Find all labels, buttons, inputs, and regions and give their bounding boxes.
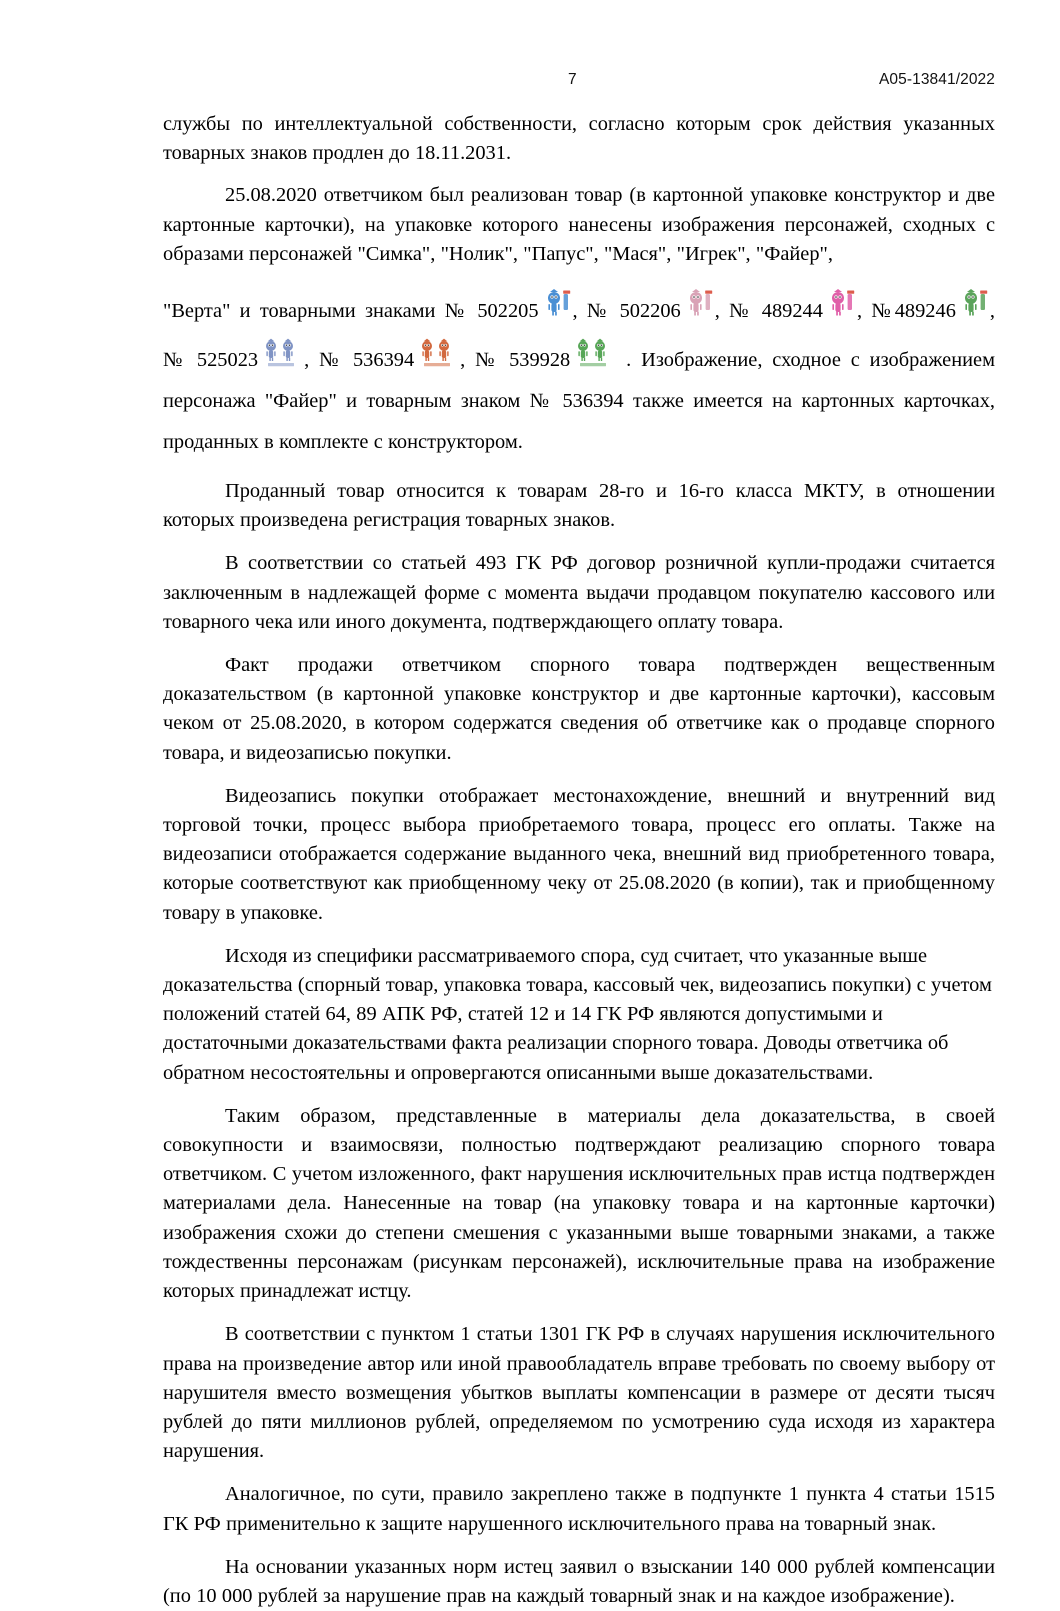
- paragraph-article-493: В соответствии со статьей 493 ГК РФ договор розничной купли-продажи считается заключенным в надлежащей форме с момента выдачи продавцом покупателю кассового или товарного чека или иного документа, подтверждающего оплату товара.: [163, 552, 995, 633]
- page-number: 7: [568, 71, 577, 88]
- paragraph-goods-class: Проданный товар относится к товарам 28-го и 16-го класса МКТУ, в отношении которых произведена регистрация товарных знаков.: [163, 480, 995, 532]
- trademark-tail-text: . Изображение, сходное с изображением персонажа "Файер" и товарным знаком № 536394 также имеется на картонных карточках, проданных в комплекте с конструктором.: [163, 349, 995, 454]
- trademark-entry: [475, 349, 616, 371]
- trademark-number: № 525023: [163, 349, 259, 372]
- trademark-number: № 502205: [444, 300, 539, 323]
- trademark-entry: [871, 300, 990, 322]
- paragraph-trademarks: [163, 283, 995, 463]
- trademark-number: № 536394: [319, 349, 415, 372]
- trademark-number: № 489244: [729, 300, 823, 323]
- running-header: [163, 68, 995, 92]
- trademark-entry: [587, 300, 715, 322]
- trademark-number: № 502206: [586, 300, 681, 323]
- paragraph-video-record: Видеозапись покупки отображает местонахождение, внешний и внутренний вид торговой точки, процесс выбора приобретаемого товара, процесс его оплаты. Также на видеозаписи отображается содержание выданного чека, внешний вид приобретенного товара, которые соответствуют как приобщенному чеку от 25.08.2020 (в копии), так и приобщенному товару в упаковке.: [163, 784, 995, 924]
- paragraph-conclusion: Таким образом, представленные в материалы дела доказательства, в своей совокупности и взаимосвязи, полностью подтверждают реализацию спорного товара ответчиком. С учетом изложенного, факт нарушения исключительных прав истца подтвержден материалами дела. Нанесенные на товар (на упаковку товара и на картонные карточки) изображения схожи до степени смешения с указанными выше товарными знаками, а также тождественны персонажам (рисункам персонажей), исключительные права на изображение которых принадлежат истцу.: [163, 1104, 995, 1303]
- trademark-separator: ,: [460, 349, 476, 372]
- paragraph-claim-amount: На основании указанных норм истец заявил о взыскании 140 000 рублей компенсации (по 10 000 рублей за нарушение прав на каждый товарный знак и на каждое изображение).: [163, 1555, 995, 1607]
- character-pair-blue-icon: [263, 332, 303, 366]
- case-number: A05-13841/2022: [878, 71, 995, 88]
- trademark-lead-text: "Верта" и товарными знаками: [163, 300, 445, 323]
- trademark-separator: ,: [714, 300, 730, 323]
- paragraph-sale: 25.08.2020 ответчиком был реализован товар (в картонной упаковке конструктор и две картонные карточки), на упаковке которого нанесены изображения персонажей, сходных с образами персонажей "Симка", "Нолик", "Папус", "Мася", "Игрек", "Файер",: [163, 184, 995, 265]
- trademark-entry: [729, 300, 857, 322]
- document-body: [163, 110, 995, 1611]
- character-simka-icon: [686, 283, 714, 317]
- trademark-number: №489246: [871, 300, 956, 323]
- trademark-separator: ,: [572, 300, 587, 323]
- trademark-entry: [319, 349, 460, 371]
- trademark-separator: ,: [856, 300, 872, 323]
- character-pair-orange-icon: [419, 332, 459, 366]
- paragraph-article-1515: Аналогичное, по сути, правило закреплено также в подпункте 1 пункта 4 статьи 1515 ГК РФ применительно к защите нарушенного исключительного права на товарный знак.: [163, 1483, 995, 1535]
- character-papus-icon: [961, 283, 989, 317]
- trademark-entry: [163, 349, 304, 371]
- character-masya-icon: [828, 283, 856, 317]
- character-nolik-icon: [544, 283, 572, 317]
- trademark-separator: ,: [989, 300, 996, 323]
- trademark-separator: ,: [304, 349, 320, 372]
- trademark-entry: [445, 300, 573, 322]
- paragraph-sale-fact: Факт продажи ответчиком спорного товара подтвержден вещественным доказательством (в картонной упаковке конструктор и две картонные карточки), кассовым чеком от 25.08.2020, в котором содержатся сведения об ответчике как о продавце спорного товара, и видеозаписью покупки.: [163, 654, 995, 764]
- paragraph-article-1301: В соответствии с пунктом 1 статьи 1301 ГК РФ в случаях нарушения исключительного права на произведение автор или иной правообладатель вправе требовать по своему выбору от нарушителя вместо возмещения убытков выплаты компенсации в размере от десяти тысяч рублей до пяти миллионов рублей, определяемом по усмотрению суда исходя из характера нарушения.: [163, 1323, 995, 1463]
- paragraph-continuation: службы по интеллектуальной собственности, согласно которым срок действия указанных товарных знаков продлен до 18.11.2031.: [163, 113, 995, 165]
- paragraph-dispute-specifics: Исходя из специфики рассматриваемого спора, суд считает, что указанные выше доказательства (спорный товар, упаковка товара, кассовый чек, видеозапись покупки) с учетом положений статей 64, 89 АПК РФ, статей 12 и 14 ГК РФ являются допустимыми и достаточными доказательствами факта реализации спорного товара. Доводы ответчика об обратном несостоятельны и опровергаются описанными выше доказательствами.: [163, 944, 992, 1084]
- trademark-number: № 539928: [475, 349, 571, 372]
- character-pair-green-icon: [575, 332, 615, 366]
